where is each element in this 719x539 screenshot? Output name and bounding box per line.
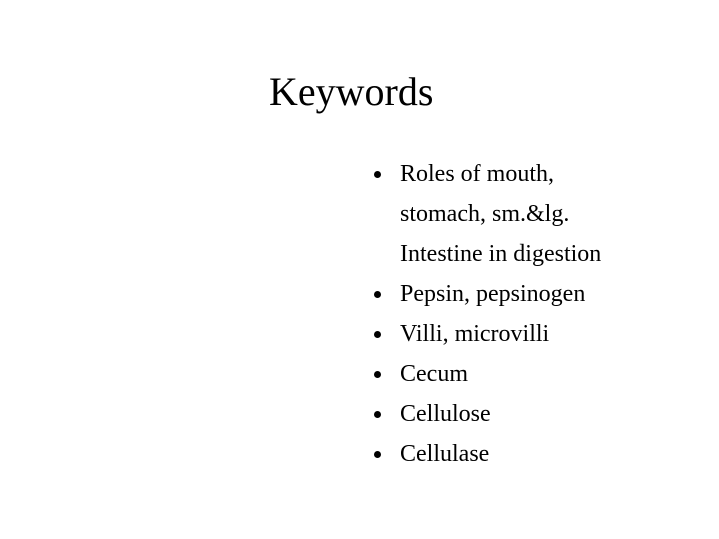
bullet-icon — [374, 331, 381, 338]
bullet-line: stomach, sm.&lg. — [400, 201, 570, 227]
bullet-icon — [374, 411, 381, 418]
bullet-item-cellulase — [374, 434, 674, 474]
bullet-line: Cellulose — [400, 401, 491, 427]
bullet-icon — [374, 451, 381, 458]
bullet-item-roles — [374, 154, 674, 274]
bullet-item-cecum — [374, 354, 674, 394]
slide-title: Keywords — [269, 69, 434, 114]
bullet-line: Villi, microvilli — [400, 321, 550, 347]
bullet-line: Cellulase — [400, 441, 490, 467]
bullet-line: Roles of mouth, — [400, 161, 554, 187]
bullet-icon — [374, 291, 381, 298]
bullet-icon — [374, 171, 381, 178]
bullet-line: Intestine in digestion — [400, 241, 602, 267]
bullet-item-cellulose — [374, 394, 674, 434]
bullet-item-pepsin — [374, 274, 674, 314]
bullet-line: Pepsin, pepsinogen — [400, 281, 586, 307]
bullet-icon — [374, 371, 381, 378]
bullet-text — [400, 274, 674, 314]
bullet-text — [400, 314, 674, 354]
bullet-text — [400, 154, 674, 274]
bullet-list — [374, 154, 674, 474]
bullet-text — [400, 354, 674, 394]
bullet-text — [400, 434, 674, 474]
bullet-text — [400, 394, 674, 434]
bullet-line: Cecum — [400, 361, 468, 387]
bullet-item-villi — [374, 314, 674, 354]
